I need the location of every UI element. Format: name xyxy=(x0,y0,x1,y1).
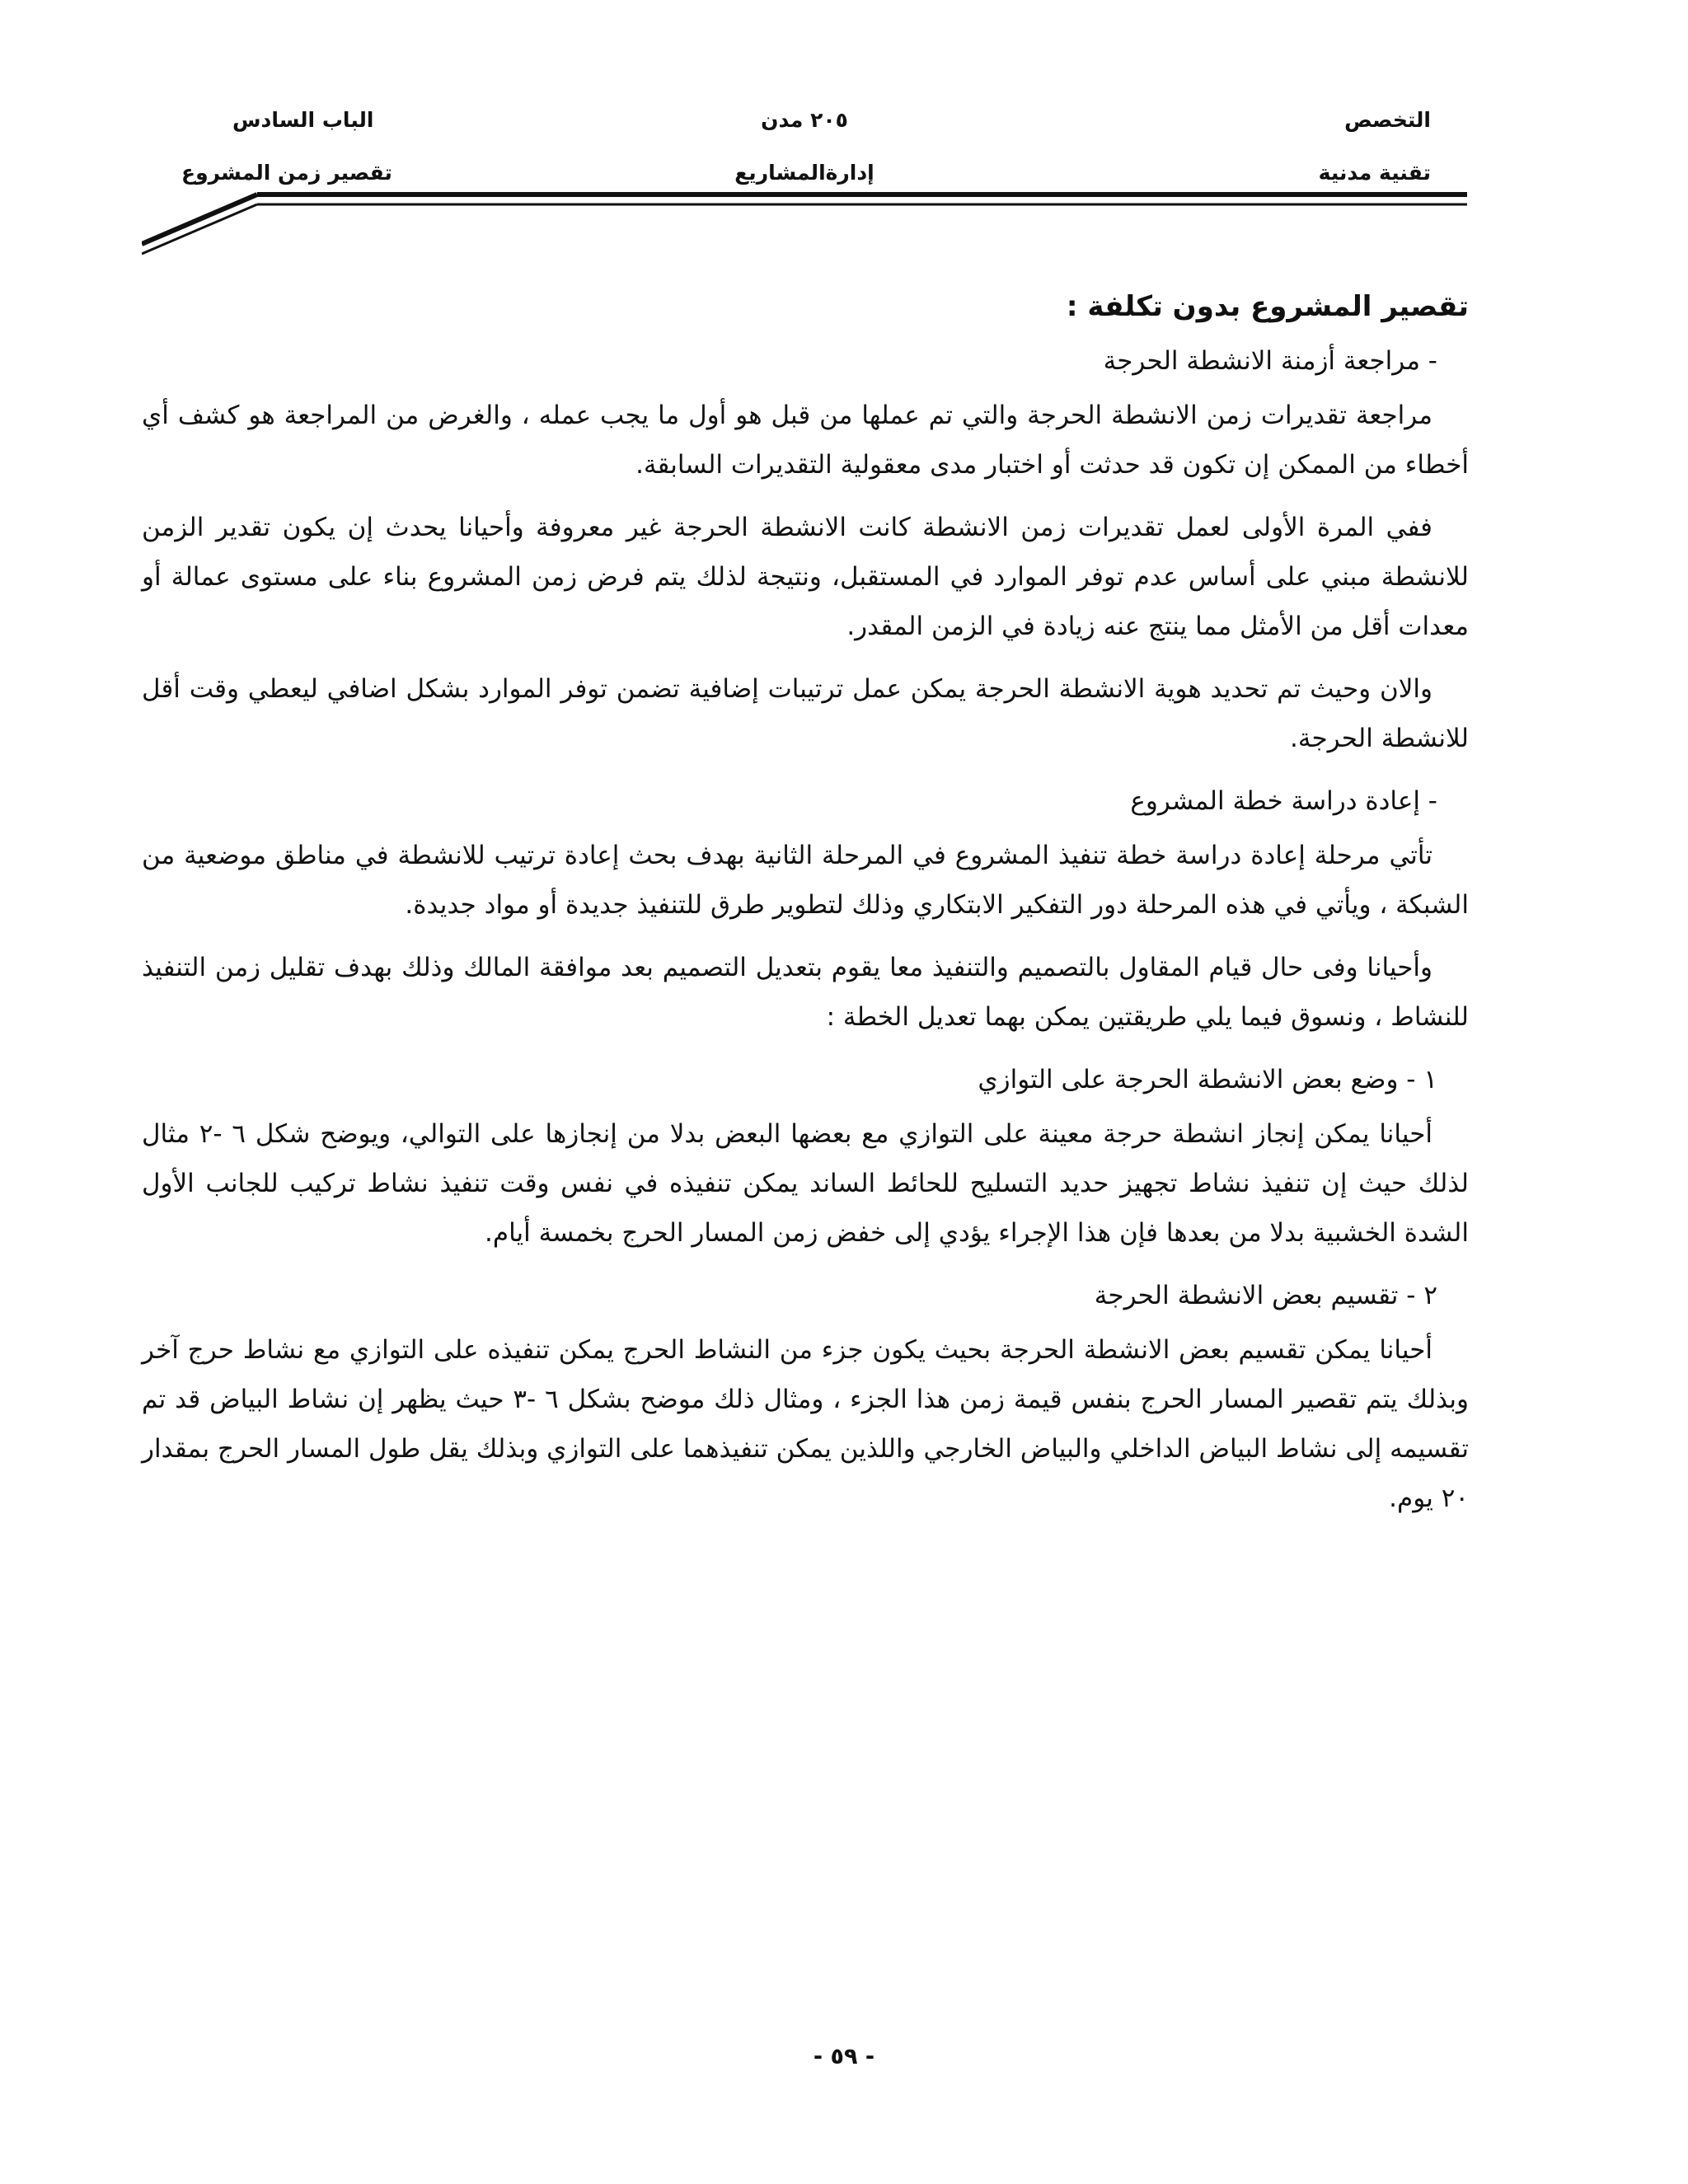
page-header xyxy=(142,104,1467,269)
page-body xyxy=(142,280,1469,1536)
header-chapter-title: تقصير زمن المشروع xyxy=(181,161,392,185)
content-blocks xyxy=(142,336,1469,1523)
header-divider-lines xyxy=(142,186,1467,269)
header-course-code: ٢٠٥ مدن xyxy=(761,108,848,132)
sub-heading: ١ - وضع بعض الانشطة الحرجة على التوازي xyxy=(978,1065,1437,1094)
paragraph: أحيانا يمكن تقسيم بعض الانشطة الحرجة بحيث يكون جزء من النشاط الحرج يمكن تنفيذه على التوازي مع نشاط حرج آخر وبذلك يتم تقصير المسار الحرج بنفس قيمة زمن هذا الجزء ، ومثال ذلك موضح بشكل ٦ -٣ حيث يظهر إن نشاط البياض قد تم تقسيمه إلى نشاط البياض الداخلي والبياض الخارجي واللذين يمكن تنفيذهما على التوازي وبذلك يقل طول المسار الحرج بمقدار ٢٠ يوم. xyxy=(142,1335,1470,1513)
paragraph: وأحيانا وفى حال قيام المقاول بالتصميم والتنفيذ معا يقوم بتعديل التصميم بعد موافقة المالك وذلك بهدف تقليل زمن التنفيذ للنشاط ، ونسوق فيما يلي طريقتين يمكن بهما تعديل الخطة : xyxy=(142,953,1469,1032)
header-specialization-label: التخصص xyxy=(1344,108,1431,132)
section-title: تقصير المشروع بدون تكلفة : xyxy=(1066,290,1469,323)
page-number: - ٥٩ - xyxy=(813,2044,875,2069)
sub-heading: - مراجعة أزمنة الانشطة الحرجة xyxy=(1103,346,1437,376)
header-chapter-label: الباب السادس xyxy=(232,108,374,132)
sub-heading: ٢ - تقسيم بعض الانشطة الحرجة xyxy=(1094,1281,1437,1310)
header-course-title: إدارةالمشاريع xyxy=(734,161,874,185)
paragraph: تأتي مرحلة إعادة دراسة خطة تنفيذ المشروع في المرحلة الثانية بهدف بحث إعادة ترتيب للانشطة في مناطق موضعية من الشبكة ، ويأتي في هذه المرحلة دور التفكير الابتكاري وذلك لتطوير طرق للتنفيذ جديدة أو مواد جديدة. xyxy=(142,841,1469,920)
header-specialization-value: تقنية مدنية xyxy=(1318,161,1431,185)
paragraph: ففي المرة الأولى لعمل تقديرات زمن الانشطة كانت الانشطة الحرجة غير معروفة وأحيانا يحدث إن يكون تقدير الزمن للانشطة مبني على أساس عدم توفر الموارد في المستقبل، ونتيجة لذلك يتم فرض زمن المشروع بناء على مستوى عمالة أو معدات أقل من الأمثل مما ينتج عنه زيادة في الزمن المقدر. xyxy=(142,513,1469,641)
sub-heading: - إعادة دراسة خطة المشروع xyxy=(1130,786,1437,816)
paragraph: والان وحيث تم تحديد هوية الانشطة الحرجة يمكن عمل ترتيبات إضافية تضمن توفر الموارد بشكل اضافي ليعطي وقت أقل للانشطة الحرجة. xyxy=(142,674,1469,753)
paragraph: أحيانا يمكن إنجاز انشطة حرجة معينة على التوازي مع بعضها البعض بدلا من إنجازها على التوالي، ويوضح شكل ٦ -٢ مثال لذلك حيث إن تنفيذ نشاط تجهيز حديد التسليح للحائط الساند يمكن تنفيذه في نفس وقت تنفيذ نشاط تركيب للجانب الأول الشدة الخشبية بدلا من بعدها فإن هذا الإجراء يؤدي إلى خفض زمن المسار الحرج بخمسة أيام. xyxy=(142,1119,1469,1248)
paragraph: مراجعة تقديرات زمن الانشطة الحرجة والتي تم عملها من قبل هو أول ما يجب عمله ، والغرض من المراجعة هو كشف أي أخطاء من الممكن إن تكون قد حدثت أو اختبار مدى معقولية التقديرات السابقة. xyxy=(142,401,1469,480)
